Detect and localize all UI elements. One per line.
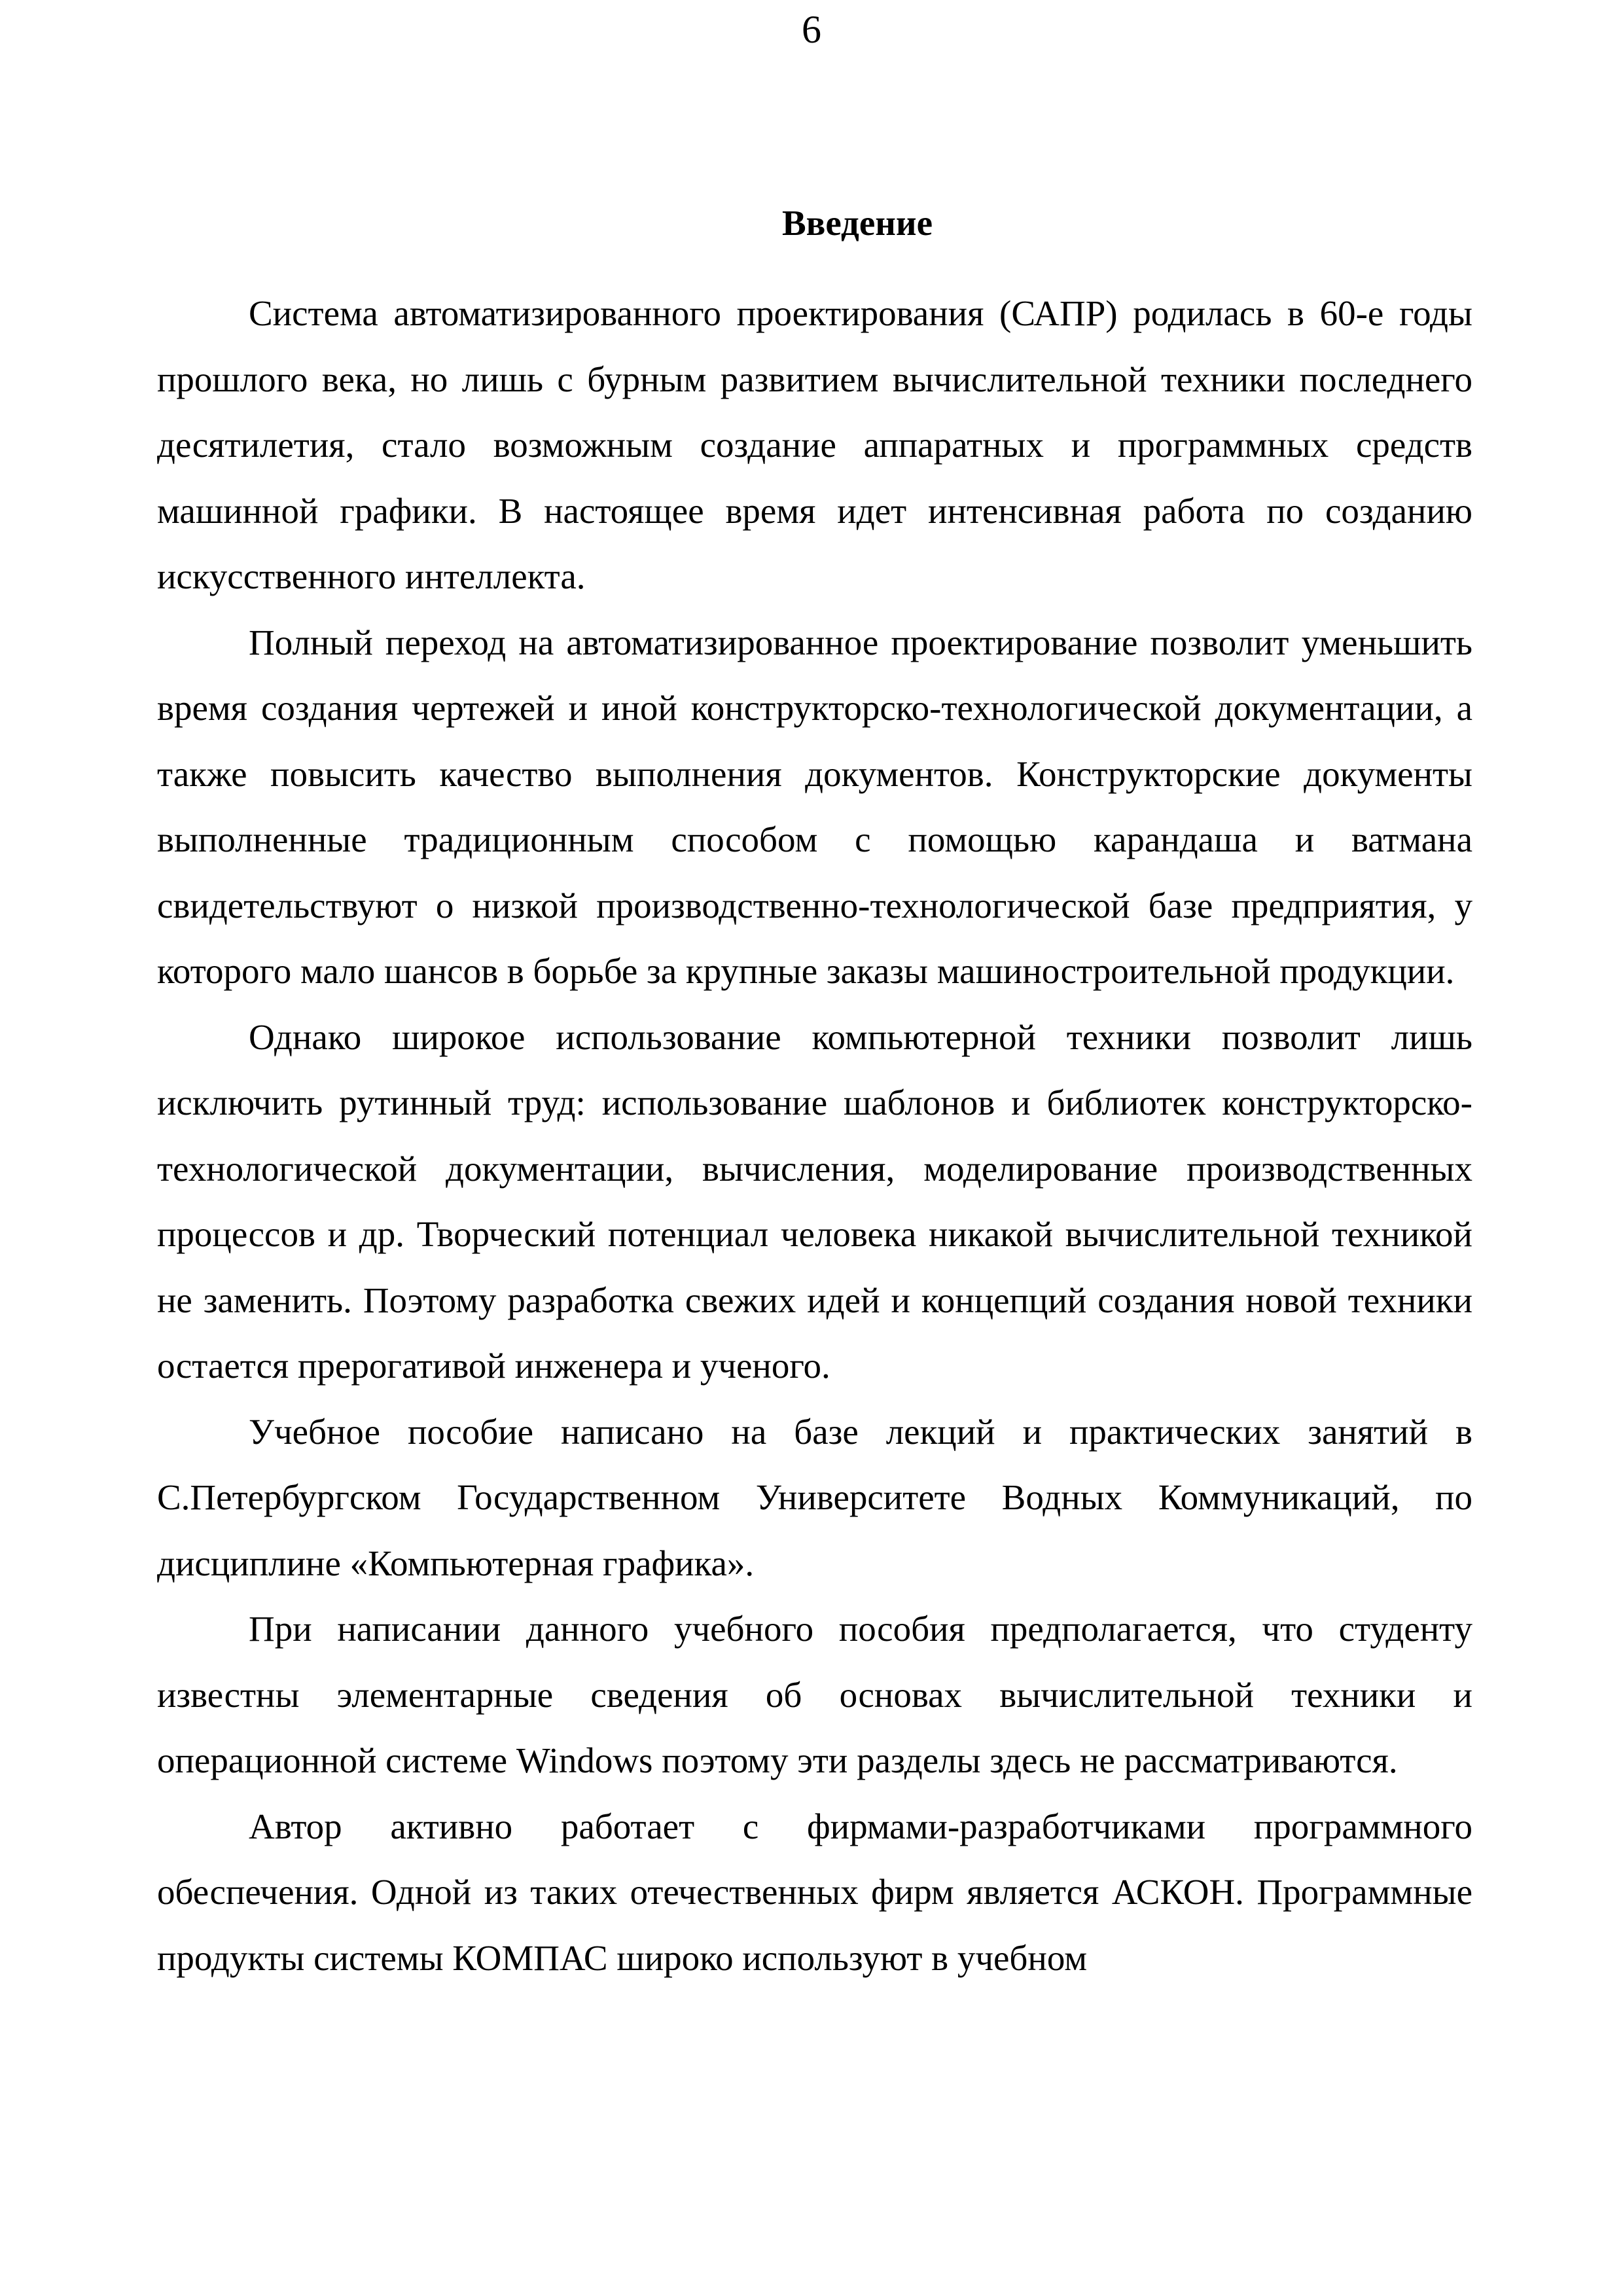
paragraph-computer-limits: Однако широкое использование компьютерной техники позволит лишь исключить рутинный труд: использование шаблонов и библиотек конструкторско-технологической документации, вычисления, моделирование производственных процессов и др. Творческий потенциал человека никакой вычислительной техникой не заменить. Поэтому разработка свежих идей и концепций создания новой техники остается прерогативой инженера и ученого.	[157, 1016, 1472, 1386]
paragraph-prerequisites: При написании данного учебного пособия предполагается, что студенту известны элементарные сведения об основах вычислительной техники и операционной системе Windows поэтому эти разделы здесь не рассматриваются.	[157, 1609, 1472, 1780]
body-text	[157, 281, 1472, 1991]
paragraph-cad-history: Система автоматизированного проектирования (САПР) родилась в 60-е годы прошлого века, но лишь с бурным развитием вычислительной техники последнего десятилетия, стало возможным создание аппаратных и программных средств машинной графики. В настоящее время идет интенсивная работа по созданию искусственного интеллекта.	[157, 293, 1472, 596]
section-title: Введение	[781, 203, 933, 243]
paragraph-automation-benefits: Полный переход на автоматизированное проектирование позволит уменьшить время создания чертежей и иной конструкторско-технологической документации, а также повысить качество выполнения документов. Конструкторские документы выполненные традиционным способом с помощью карандаша и ватмана свидетельствуют о низкой производственно-технологической базе предприятия, у которого мало шансов в борьбе за крупные заказы машиностроительной продукции.	[157, 622, 1472, 991]
page-number: 6	[802, 8, 821, 51]
paragraph-course-basis: Учебное пособие написано на базе лекций и практических занятий в С.Петербургском Государственном Университете Водных Коммуникаций, по дисциплине «Компьютерная графика».	[157, 1411, 1472, 1583]
paragraph-author-ascon: Автор активно работает с фирмами-разработчиками программного обеспечения. Одной из таких отечественных фирм является АСКОН. Программные продукты системы КОМПАС широко используют в учебном	[157, 1806, 1472, 1978]
